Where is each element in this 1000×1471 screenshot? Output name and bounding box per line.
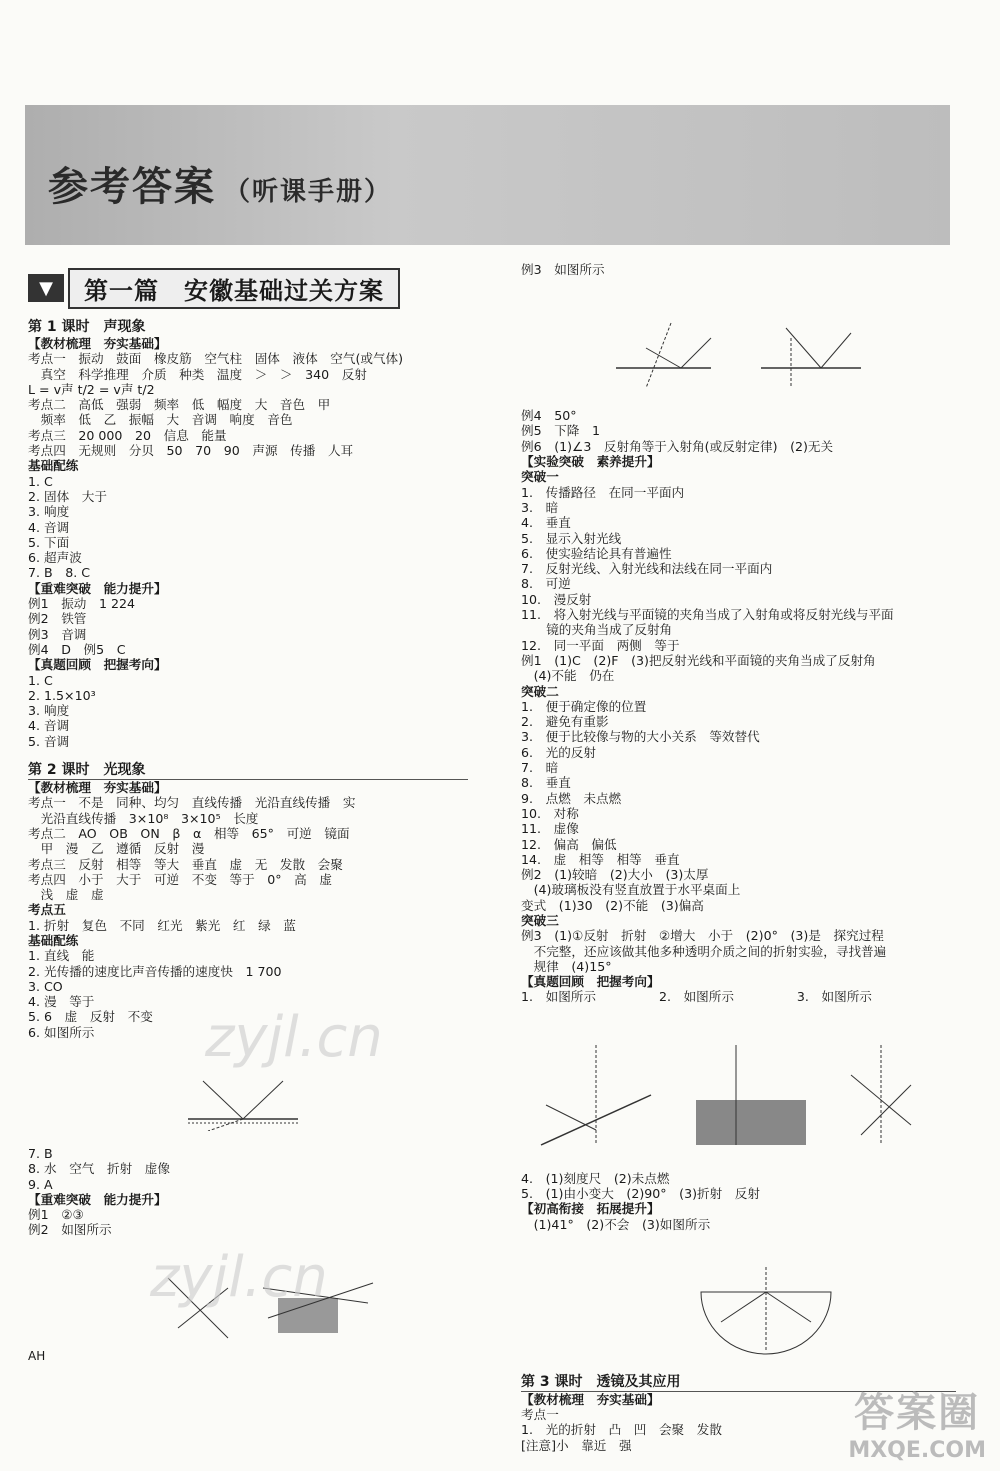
page-title bbox=[48, 155, 392, 212]
answer-line: 镜的夹角当成了反射角 bbox=[521, 622, 673, 638]
answer-line: 例5 下降 1 bbox=[521, 423, 600, 439]
answer-line: 例1 振动 1 224 bbox=[28, 596, 136, 612]
answer-line: 2. 1.5×10³ bbox=[28, 687, 96, 703]
answer-line: 1. 如图所示 2. 如图所示 3. 如图所示 bbox=[521, 989, 872, 1005]
answer-line: 8. 水 空气 折射 虚像 bbox=[28, 1161, 170, 1177]
subsection-heading: 【真题回顾 把握考向】 bbox=[521, 974, 660, 990]
answer-line: 3. 暗 bbox=[521, 499, 559, 515]
title-main: 参考答案 bbox=[48, 164, 216, 210]
answer-line: 6. 超声波 bbox=[28, 550, 82, 566]
answer-line: [注意]小 靠近 强 bbox=[521, 1437, 632, 1453]
answer-line: 1. 便于确定像的位置 bbox=[521, 698, 647, 714]
answer-line: 11. 将入射光线与平面镜的夹角当成了入射角或将反射光线与平面 bbox=[521, 607, 894, 623]
answer-line: 考点三 20 000 20 信息 能量 bbox=[28, 427, 227, 443]
answer-line: 考点一 bbox=[521, 1407, 559, 1423]
answer-line: 5. 显示入射光线 bbox=[521, 530, 622, 546]
answer-line: 3. CO bbox=[28, 978, 63, 994]
answer-line: 考点四 小于 大于 可逆 不变 等于 0° 高 虚 bbox=[28, 871, 332, 887]
answer-line: 考点二 高低 强弱 频率 低 幅度 大 音色 甲 bbox=[28, 397, 331, 413]
answer-line: 例4 50° bbox=[521, 408, 577, 424]
answer-line: 例3 如图所示 bbox=[521, 262, 605, 277]
answer-line: 例1 (1)C (2)F (3)把反射光线和平面镜的夹角当成了反射角 bbox=[521, 652, 876, 668]
subsection-heading: 【重难突破 能力提升】 bbox=[28, 580, 167, 596]
answer-line: 4. 漫 等于 bbox=[28, 994, 95, 1010]
subsection-heading: 考点五 bbox=[28, 902, 66, 918]
answer-line: 10. 漫反射 bbox=[521, 591, 592, 607]
answer-line: 例3 (1)①反射 折射 ②增大 小于 (2)0° (3)是 探究过程 bbox=[521, 928, 884, 944]
seal-small: MXQE.COM bbox=[848, 1438, 986, 1463]
answer-line: 3. 便于比较像与物的大小关系 等效替代 bbox=[521, 729, 760, 745]
answer-line: 5. (1)由小变大 (2)90° (3)折射 反射 bbox=[521, 1185, 760, 1201]
answer-line: 1. C bbox=[28, 473, 53, 489]
answer-line: 光沿直线传播 3×10⁸ 3×10⁵ 长度 bbox=[28, 810, 259, 826]
right-column bbox=[521, 262, 976, 1453]
subsection-heading: 【教材梳理 夯实基础】 bbox=[521, 1391, 660, 1407]
diagram-figure bbox=[521, 1232, 976, 1373]
answer-line: 9. 点燃 未点燃 bbox=[521, 790, 622, 806]
answer-line: 7. 暗 bbox=[521, 760, 559, 776]
answer-line: 例6 (1)∠3 反射角等于入射角(或反射定律) (2)无关 bbox=[521, 438, 834, 454]
answer-line: L = v声 t/2 = v声 t/2 bbox=[28, 381, 155, 397]
answer-line: 例2 铁管 bbox=[28, 611, 87, 627]
section-header bbox=[28, 272, 400, 304]
answer-line: 14. 虚 相等 相等 垂直 bbox=[521, 851, 680, 867]
answer-line: 5. 音调 bbox=[28, 733, 70, 749]
lesson-heading: 第 3 课时 透镜及其应用 bbox=[521, 1373, 956, 1392]
answer-line: 5. 下面 bbox=[28, 534, 70, 550]
subsection-heading: 【重难突破 能力提升】 bbox=[28, 1191, 167, 1207]
answer-line: 1. 折射 复色 不同 红光 紫光 红 绿 蓝 bbox=[28, 917, 296, 933]
answer-line: 例2 (1)较暗 (2)大小 (3)太厚 bbox=[521, 867, 709, 883]
answer-line: 3. 响度 bbox=[28, 703, 70, 719]
answer-line: 4. 垂直 bbox=[521, 515, 571, 531]
answer-line: 4. (1)刻度尺 (2)未点燃 bbox=[521, 1170, 670, 1186]
answer-line: 7. B 8. C bbox=[28, 565, 91, 581]
lesson-heading: 第 1 课时 声现象 bbox=[28, 319, 146, 335]
seal-big: 答案圈 bbox=[854, 1390, 981, 1436]
answer-line: 4. 音调 bbox=[28, 718, 70, 734]
answer-line: 浅 虚 虚 bbox=[28, 887, 104, 903]
subsection-heading: 【真题回顾 把握考向】 bbox=[28, 657, 167, 673]
watermark: zyjl.cn bbox=[150, 1245, 328, 1310]
answer-line: 3. 响度 bbox=[28, 504, 70, 520]
answer-line: 10. 对称 bbox=[521, 805, 579, 821]
answer-line: 频率 低 乙 振幅 大 音调 响度 音色 bbox=[28, 412, 293, 428]
answer-line: 5. 6 虚 反射 不变 bbox=[28, 1009, 153, 1025]
answer-line: 12. 同一平面 两侧 等于 bbox=[521, 637, 680, 653]
subsection-heading: 突破一 bbox=[521, 469, 559, 485]
answer-line: 考点四 无规则 分贝 50 70 90 声源 传播 人耳 bbox=[28, 443, 354, 459]
subsection-heading: 基础配练 bbox=[28, 458, 79, 474]
answer-line: 2. 固体 大于 bbox=[28, 488, 107, 504]
subsection-heading: 突破二 bbox=[521, 683, 559, 699]
answer-line: 6. 光的反射 bbox=[521, 744, 596, 760]
answer-line: 例4 D 例5 C bbox=[28, 641, 126, 657]
subsection-heading: 基础配练 bbox=[28, 932, 79, 948]
answer-line: 1. 直线 能 bbox=[28, 948, 95, 964]
title-sub: （听课手册） bbox=[224, 177, 393, 207]
subsection-heading: 【初高衔接 拓展提升】 bbox=[521, 1201, 660, 1217]
answer-line: (1)41° (2)不会 (3)如图所示 bbox=[521, 1216, 711, 1232]
left-column bbox=[28, 318, 488, 1364]
answer-line: 1. 传播路径 在同一平面内 bbox=[521, 484, 685, 500]
answer-line: 8. 垂直 bbox=[521, 775, 571, 791]
answer-line: 7. B bbox=[28, 1145, 53, 1161]
subsection-heading: 突破三 bbox=[521, 912, 559, 928]
answer-line: 6. 使实验结论具有普遍性 bbox=[521, 545, 672, 561]
diagram-figure bbox=[521, 277, 976, 408]
answer-line: 1. C bbox=[28, 672, 53, 688]
subsection-heading: 【教材梳理 夯实基础】 bbox=[28, 780, 167, 796]
answer-line: 考点三 反射 相等 等大 垂直 虚 无 发散 会聚 bbox=[28, 856, 343, 872]
answer-line: 1. 光的折射 凸 凹 会聚 发散 bbox=[521, 1422, 722, 1438]
answer-line: (4)玻璃板没有竖直放置于水平桌面上 bbox=[521, 882, 741, 898]
answer-line: 真空 科学推理 介质 种类 温度 ＞ ＞ 340 反射 bbox=[28, 366, 367, 382]
answer-line: 6. 如图所示 bbox=[28, 1024, 95, 1040]
subsection-heading: 【教材梳理 夯实基础】 bbox=[28, 336, 167, 351]
answer-line: 例2 如图所示 bbox=[28, 1222, 112, 1238]
lesson-heading: 第 2 课时 光现象 bbox=[28, 761, 468, 780]
diagram-figure bbox=[521, 1005, 976, 1171]
answer-line: 考点二 AO OB ON β α 相等 65° 可逆 镜面 bbox=[28, 825, 350, 841]
answer-line: 2. 光传播的速度比声音传播的速度快 1 700 bbox=[28, 963, 282, 979]
answer-line: 变式 (1)30 (2)不能 (3)偏高 bbox=[521, 897, 704, 913]
answer-line: 不完整，还应该做其他多种透明介质之间的折射实验，寻找普遍 bbox=[521, 943, 887, 959]
answer-line: 2. 避免有重影 bbox=[521, 714, 609, 730]
answer-line: 例1 ②③ bbox=[28, 1207, 84, 1223]
answer-line: 9. A bbox=[28, 1176, 53, 1192]
spacer bbox=[28, 749, 488, 761]
answer-line: 12. 偏高 偏低 bbox=[521, 836, 617, 852]
page-footer: AH bbox=[28, 1349, 46, 1363]
answer-line: 4. 音调 bbox=[28, 519, 70, 535]
arrow-down-icon: ▼ bbox=[28, 274, 64, 302]
answer-line: 11. 虚像 bbox=[521, 821, 579, 837]
watermark: zyjl.cn bbox=[205, 1005, 383, 1070]
answer-line: 7. 反射光线、入射光线和法线在同一平面内 bbox=[521, 561, 773, 577]
answer-line: 规律 (4)15° bbox=[521, 958, 612, 974]
section-label: 第一篇 安徽基础过关方案 bbox=[68, 268, 400, 309]
subsection-heading: 【实验突破 素养提升】 bbox=[521, 454, 660, 470]
answer-line: 考点一 不是 同种、均匀 直线传播 光沿直线传播 实 bbox=[28, 795, 356, 811]
answer-line: 考点一 振动 鼓面 橡皮筋 空气柱 固体 液体 空气(或气体) bbox=[28, 351, 404, 367]
answer-line: 甲 漫 乙 遵循 反射 漫 bbox=[28, 841, 205, 857]
site-logo bbox=[848, 1381, 986, 1463]
answer-line: 8. 可逆 bbox=[521, 576, 571, 592]
answer-line: 例3 音调 bbox=[28, 626, 87, 642]
answer-line: (4)不能 仍在 bbox=[521, 668, 615, 684]
